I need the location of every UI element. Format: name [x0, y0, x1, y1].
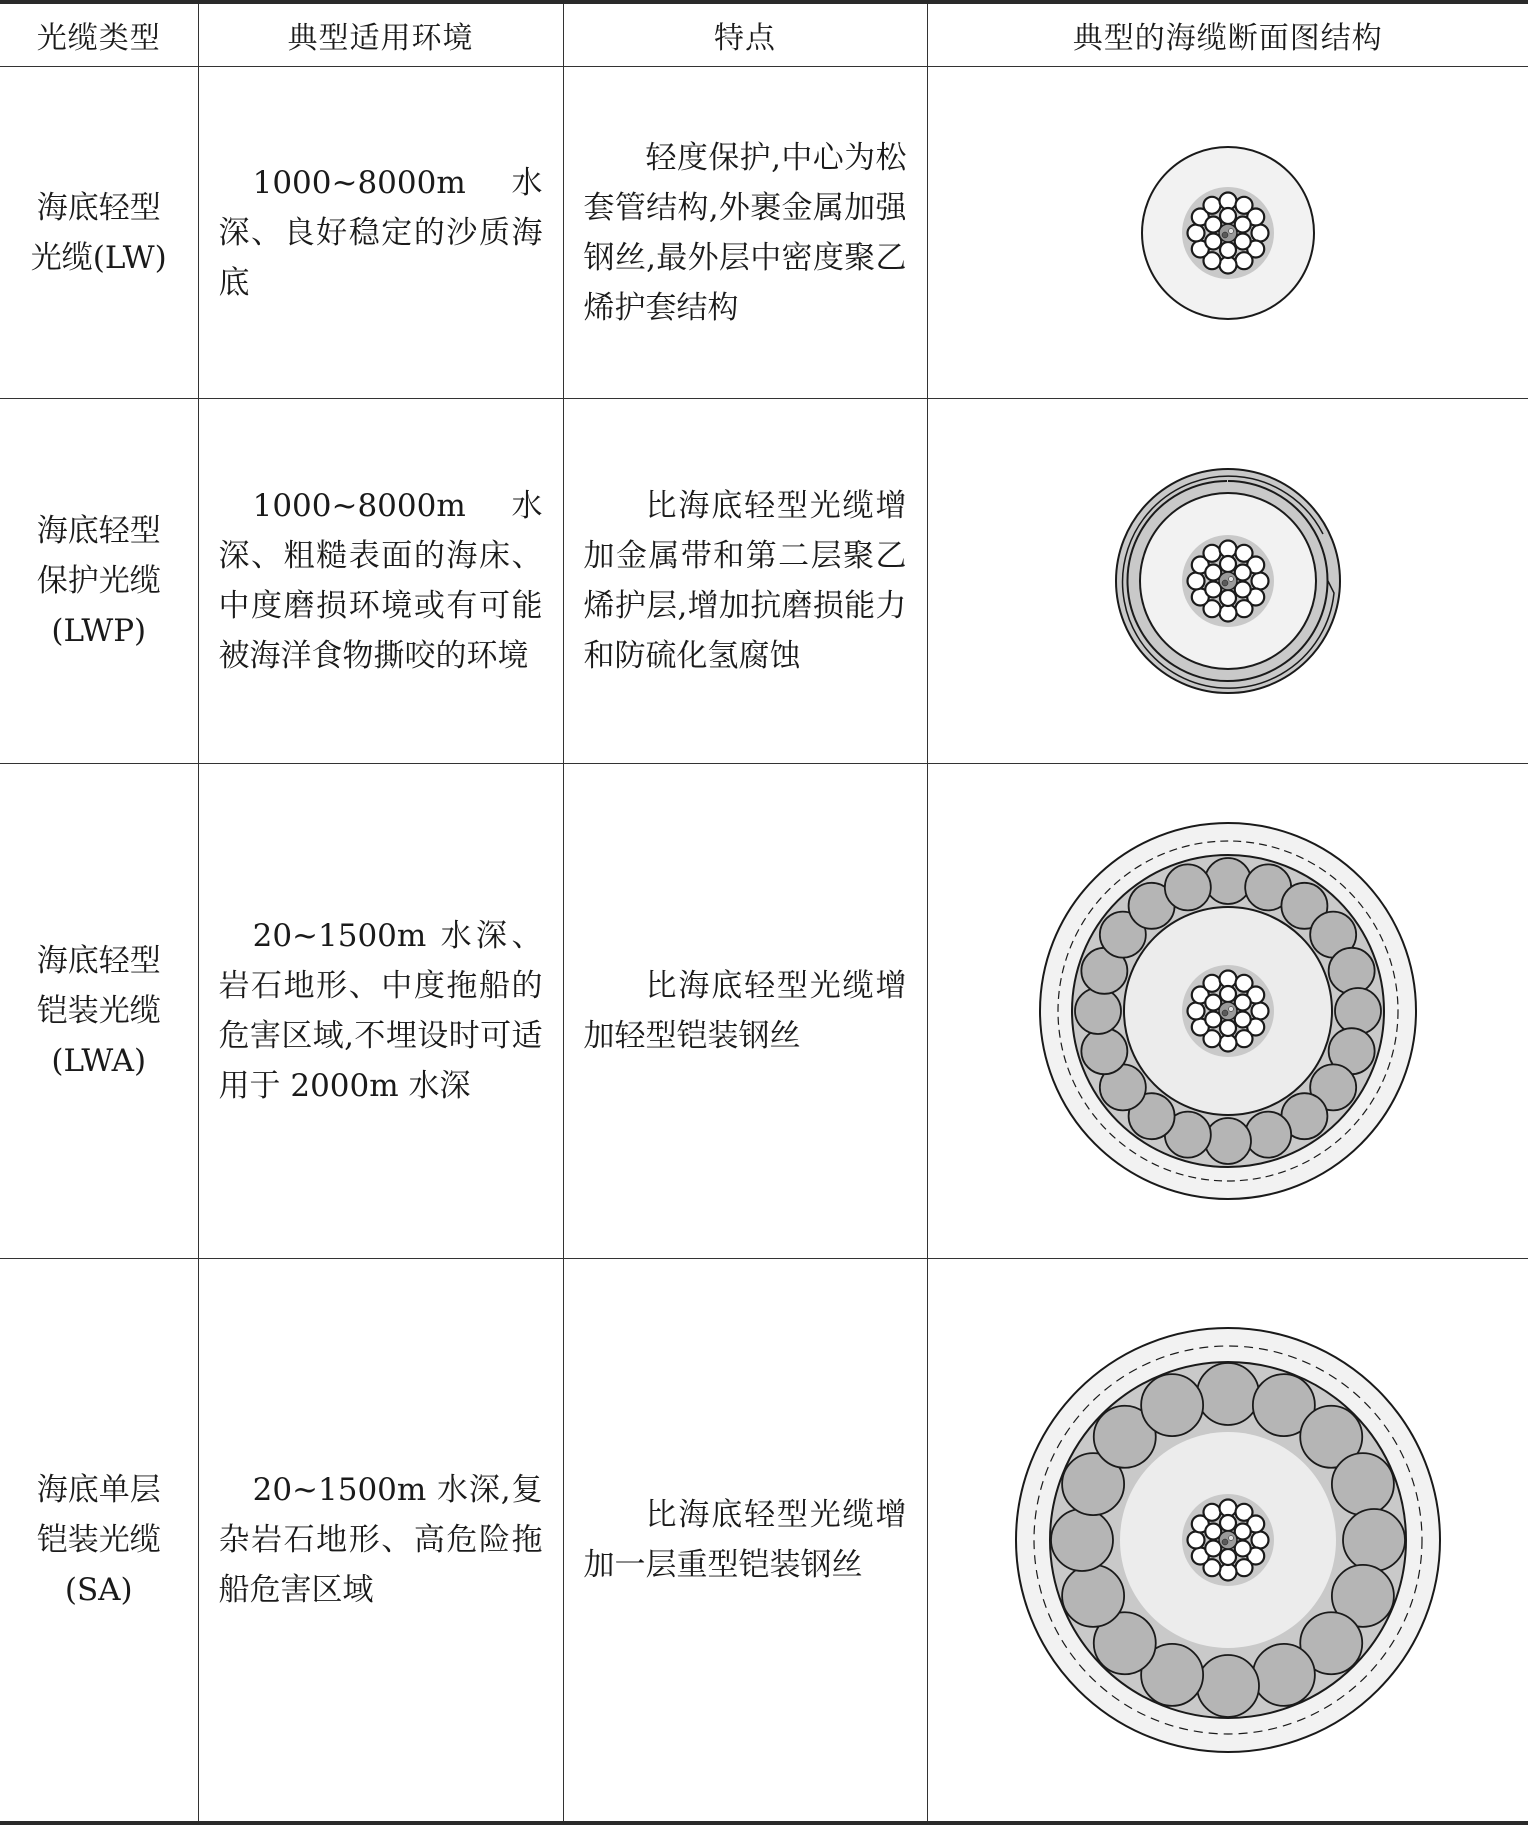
features-cell — [563, 399, 927, 764]
environment-cell — [198, 1259, 563, 1822]
table-header-row — [0, 4, 1528, 67]
bottom-rule — [0, 1821, 1528, 1825]
header-cross-section: 典型的海缆断面图结构 — [927, 4, 1528, 67]
cable-type-line: 铠装光缆 — [36, 1522, 161, 1559]
cable-type-cell — [0, 764, 198, 1259]
cable-type-cell — [0, 399, 198, 764]
header-cable-type: 光缆类型 — [0, 4, 198, 67]
cable-type-line: 光缆(LW) — [30, 239, 167, 276]
table-row — [0, 67, 1528, 399]
cable-type-line: 铠装光缆 — [36, 993, 161, 1029]
features-text: 比海底轻型光缆增加一层重型铠装钢丝 — [583, 1497, 907, 1584]
cable-cross-section-lwp-icon — [1113, 466, 1343, 696]
cross-section-cell — [927, 67, 1528, 399]
cable-cross-section-sa-icon — [1013, 1325, 1443, 1755]
cable-type-line: 海底轻型 — [36, 943, 161, 979]
features-cell — [563, 1259, 927, 1822]
table-row — [0, 399, 1528, 764]
submarine-cable-table — [0, 4, 1528, 1822]
cable-type-line: (SA) — [64, 1572, 133, 1609]
table-row — [0, 1259, 1528, 1822]
environment-cell — [198, 764, 563, 1259]
cable-type-line: (LWP) — [51, 613, 147, 649]
cable-type-line: 海底轻型 — [36, 189, 161, 226]
cable-type-cell — [0, 1259, 198, 1822]
environment-text: 20~1500m 水深,复杂岩石地形、高危险拖船危害区域 — [218, 1472, 543, 1609]
environment-cell — [198, 399, 563, 764]
features-text: 比海底轻型光缆增加金属带和第二层聚乙烯护层,增加抗磨损能力和防硫化氢腐蚀 — [583, 488, 907, 674]
environment-text: 20~1500m 水深、岩石地形、中度拖船的危害区域,不埋设时可适用于 2000m 水深 — [218, 918, 543, 1104]
cable-type-line: 保护光缆 — [36, 563, 161, 599]
header-environment: 典型适用环境 — [198, 4, 563, 67]
cable-cross-section-lwa-icon — [1038, 821, 1418, 1201]
cable-type-line: 海底单层 — [36, 1472, 161, 1509]
cross-section-cell — [927, 399, 1528, 764]
features-text: 轻度保护,中心为松套管结构,外裹金属加强钢丝,最外层中密度聚乙烯护套结构 — [583, 139, 907, 326]
cable-type-cell — [0, 67, 198, 399]
header-features: 特点 — [563, 4, 927, 67]
environment-text: 1000~8000m 水深、良好稳定的沙质海底 — [218, 164, 543, 301]
environment-cell — [198, 67, 563, 399]
environment-text: 1000~8000m 水深、粗糙表面的海床、中度磨损环境或有可能被海洋食物撕咬的环境 — [218, 488, 543, 674]
cable-cross-section-lw-icon — [1138, 143, 1318, 323]
table-row — [0, 764, 1528, 1259]
features-cell — [563, 764, 927, 1259]
cable-type-line: (LWA) — [51, 1043, 147, 1079]
features-cell — [563, 67, 927, 399]
cable-type-line: 海底轻型 — [36, 513, 161, 549]
cross-section-cell — [927, 764, 1528, 1259]
cross-section-cell — [927, 1259, 1528, 1822]
features-text: 比海底轻型光缆增加轻型铠装钢丝 — [583, 968, 907, 1054]
